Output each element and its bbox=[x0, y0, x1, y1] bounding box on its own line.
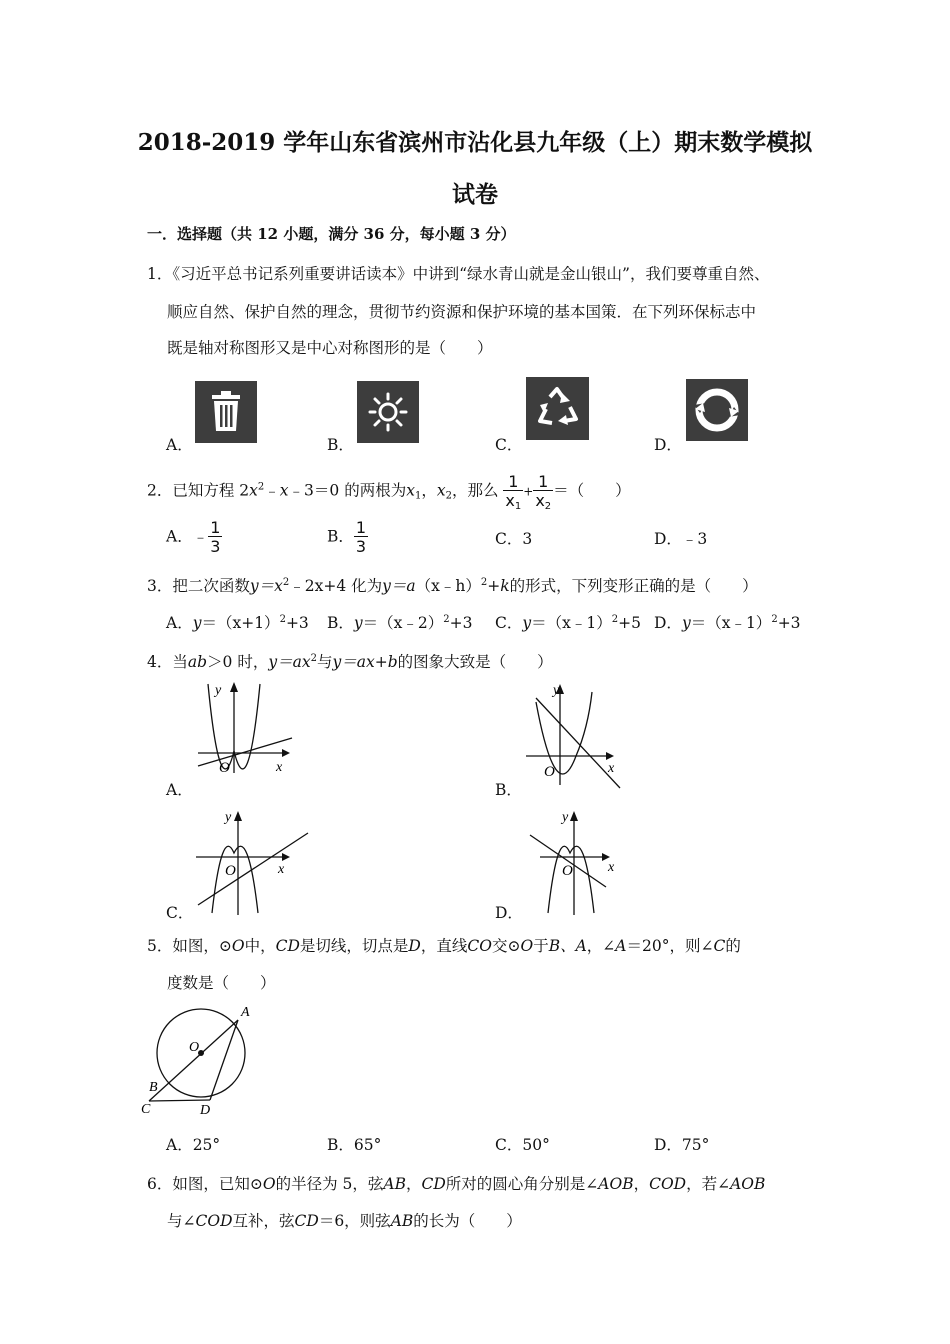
q5-option-d: D．75° bbox=[654, 1136, 710, 1154]
svg-text:x: x bbox=[608, 761, 615, 776]
q5-option-a: A．25° bbox=[166, 1136, 221, 1154]
svg-text:O: O bbox=[225, 863, 236, 879]
q3-option-a: A．$y=(x+1)^2+3$ bbox=[166, 614, 309, 632]
q6-line-1: 6．如图，已知⊙O的半径为 5，弦AB，CD所对的圆心角分别是∠AOB，COD，若∠AOB bbox=[147, 1175, 766, 1193]
svg-text:x: x bbox=[608, 860, 615, 875]
svg-text:D: D bbox=[200, 1103, 211, 1118]
svg-text:y: y bbox=[553, 683, 560, 698]
q4-graph-a bbox=[192, 678, 302, 778]
q1-line-2: 顺应自然、保护自然的理念，贯彻节约资源和保护环境的基本国策．在下列环保标志中 bbox=[167, 303, 757, 321]
q2-option-a: A．﹣ $\frac{1}{3}$ bbox=[166, 518, 221, 556]
q4-option-b-label: B． bbox=[495, 781, 522, 799]
trash-can-icon bbox=[195, 381, 257, 443]
q4-stem: 4．当ab＞0 时，$y=ax^2$与y＝ax+b的图象大致是（ ） bbox=[147, 653, 553, 671]
q2-fraction-2: $\frac{1}{x_2}$ bbox=[535, 472, 552, 512]
q3-stem: 3．把二次函数$y=x^2﹣2x+4$ 化为y＝a（x﹣h）$^2$+k的形式，下列变形正确的是（ ） bbox=[147, 577, 758, 595]
q4-graph-b bbox=[522, 680, 622, 790]
q2-stem: 2．已知方程 $2x^2﹣x﹣3=0$ 的两根为$x_1$，$x_2$，那么 $\frac{1}{x_1}$ + $\frac{1}{x_2}$ ＝（ ） bbox=[147, 472, 631, 512]
q6-line-2: 与∠COD互补，弦CD＝6，则弦AB的长为（ ） bbox=[167, 1212, 522, 1230]
q5-circle-figure bbox=[140, 1002, 290, 1122]
q3-option-d: D．y＝（x﹣1）$^2$+3 bbox=[654, 614, 801, 632]
q1-option-b-label: B． bbox=[327, 436, 354, 454]
origin-label: O bbox=[219, 760, 230, 776]
q4-graph-d bbox=[522, 805, 622, 917]
document-title-line-2: 试卷 bbox=[452, 181, 498, 208]
q4-option-d-label: D． bbox=[495, 904, 523, 922]
q5-line-1: 5．如图，⊙O中，CD是切线，切点是D，直线CO交⊙O于B、A，∠A＝20°，则∠C的 bbox=[147, 937, 741, 955]
section-heading: 一．选择题（共 12 小题，满分 36 分，每小题 3 分） bbox=[147, 225, 516, 243]
q1-option-d-label: D． bbox=[654, 436, 682, 454]
q4-option-c-label: C． bbox=[166, 904, 194, 922]
svg-text:C: C bbox=[141, 1102, 151, 1117]
svg-text:O: O bbox=[189, 1040, 200, 1055]
svg-text:B: B bbox=[149, 1080, 158, 1095]
q1-line-3: 既是轴对称图形又是中心对称图形的是（ ） bbox=[167, 339, 493, 357]
q4-option-a-label: A． bbox=[166, 781, 193, 799]
q5-option-c: C．50° bbox=[495, 1136, 550, 1154]
q5-line-2: 度数是（ ） bbox=[167, 974, 276, 992]
svg-text:O: O bbox=[544, 764, 555, 780]
axis-x-label: x bbox=[276, 760, 283, 775]
svg-text:x: x bbox=[278, 862, 285, 877]
q3-option-b: B．y＝（x﹣2）$^2$+3 bbox=[327, 614, 473, 632]
svg-text:O: O bbox=[562, 863, 573, 879]
q1-line-1: 1．《习近平总书记系列重要讲话读本》中讲到“绿水青山就是金山银山”，我们要尊重自然、 bbox=[147, 265, 770, 283]
q3-option-c: C．y＝（x﹣1）$^2$+5 bbox=[495, 614, 641, 632]
circular-arrows-icon bbox=[686, 379, 748, 441]
document-title-line-1: 2018-2019 学年山东省滨州市沾化县九年级（上）期末数学模拟 bbox=[137, 129, 813, 156]
svg-text:y: y bbox=[225, 810, 232, 825]
q2-fraction-1: $\frac{1}{x_1}$ bbox=[505, 472, 522, 512]
axis-y-label: y bbox=[215, 683, 222, 698]
q4-graph-c bbox=[192, 805, 312, 917]
q2-option-c: C．3 bbox=[495, 530, 533, 548]
q1-option-a-label: A． bbox=[166, 436, 193, 454]
svg-text:y: y bbox=[562, 810, 569, 825]
sun-icon bbox=[357, 381, 419, 443]
q2-option-d: D．﹣3 bbox=[654, 530, 708, 548]
q1-option-c-label: C． bbox=[495, 436, 523, 454]
recycle-icon bbox=[526, 377, 589, 440]
svg-text:A: A bbox=[241, 1005, 250, 1020]
q5-option-b: B．65° bbox=[327, 1136, 382, 1154]
q2-option-b: B． $\frac{1}{3}$ bbox=[327, 518, 367, 556]
